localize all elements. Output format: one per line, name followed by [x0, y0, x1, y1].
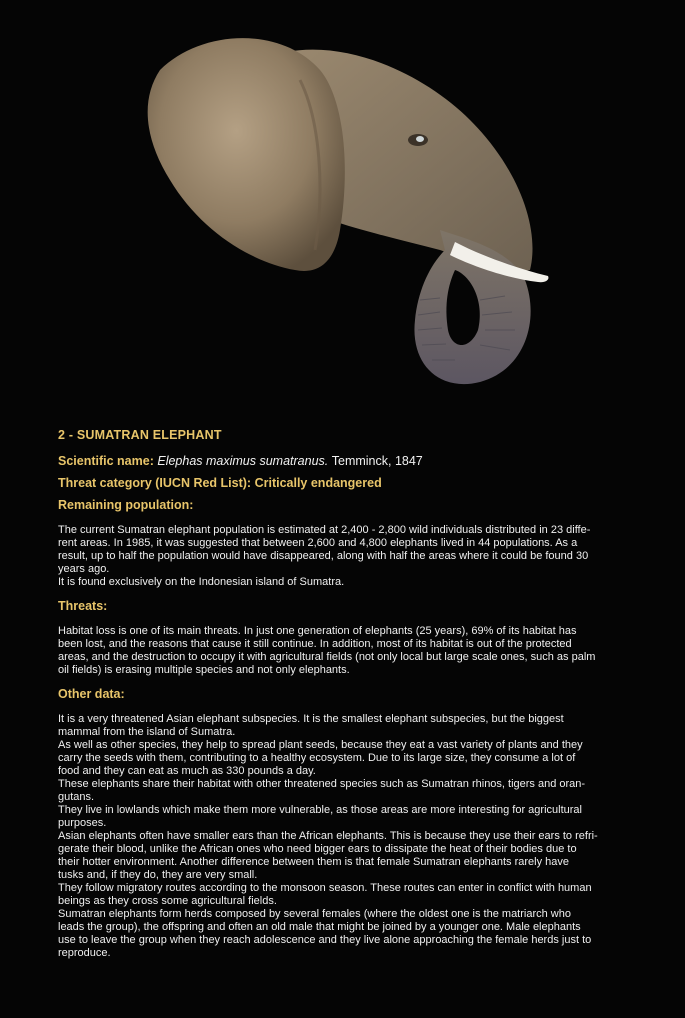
text-line: beings as they cross some agricultural fields.	[58, 895, 277, 907]
text-line: As well as other species, they help to spread plant seeds, because they eat a vast variety of plants and they	[58, 739, 583, 751]
text-line: Asian elephants often have smaller ears than the African elephants. This is because they use their ears to refri-	[58, 830, 598, 842]
text-line: areas, and the destruction to occupy it with agricultural fields (not only local but large scale ones, such as palm	[58, 651, 596, 663]
text-line: their hotter environment. Another difference between them is that female Sumatran elephants rarely have	[58, 856, 569, 868]
text-line: Habitat loss is one of its main threats. In just one generation of elephants (25 years), 69% of its habitat has	[58, 625, 577, 637]
text-line: mammal from the island of Sumatra.	[58, 726, 236, 738]
text-line: rent areas. In 1985, it was suggested that between 2,600 and 4,800 elephants lived in 44 populations. As a	[58, 537, 578, 549]
text-line: They follow migratory routes according to the monsoon season. These routes can enter in conflict with human	[58, 882, 592, 894]
scientific-name-label: Scientific name:	[58, 454, 154, 468]
text-line: years ago.	[58, 563, 110, 575]
text-line: carry the seeds with them, contributing to a healthy ecosystem. Due to its large size, they consume a lot of	[58, 752, 576, 764]
text-line: It is found exclusively on the Indonesian island of Sumatra.	[58, 576, 345, 588]
text-line: These elephants share their habitat with other threatened species such as Sumatran rhinos, tigers and oran-	[58, 778, 586, 790]
text-line: purposes.	[58, 817, 107, 829]
text-line: They live in lowlands which make them more vulnerable, as those areas are more interesting for agricultural	[58, 804, 582, 816]
text-line: tusks and, if they do, they are very small.	[58, 869, 258, 881]
text-line: been lost, and the reasons that cause it still continue. In addition, most of its habitat is out of the protected	[58, 638, 572, 650]
scientific-name-latin: Elephas maximus sumatranus.	[157, 454, 329, 468]
remaining-population-heading: Remaining population:	[58, 498, 194, 512]
text-line: food and they can eat as much as 330 pounds a day.	[58, 765, 316, 777]
other-data-heading: Other data:	[58, 687, 125, 701]
text-line: oil fields) is erasing multiple species and not only elephants.	[58, 664, 350, 676]
other-data-text	[58, 713, 638, 960]
threat-category-label: Threat category (IUCN Red List):	[58, 476, 252, 490]
threats-heading: Threats:	[58, 599, 108, 613]
text-line: leads the group), the offspring and often an old male that might be joined by a younger one. Male elephants	[58, 921, 581, 933]
page-title: 2 - SUMATRAN ELEPHANT	[58, 428, 222, 442]
text-line: use to leave the group when they reach adolescence and they live alone approaching the female herds just to	[58, 934, 592, 946]
remaining-population-text	[58, 524, 638, 589]
threat-category-value: Critically endangered	[254, 476, 382, 490]
info-panel	[58, 428, 638, 960]
scientific-name-line	[58, 454, 638, 468]
text-line: It is a very threatened Asian elephant subspecies. It is the smallest elephant subspecies, but the biggest	[58, 713, 564, 725]
elephant-head-illustration	[0, 0, 685, 420]
scientific-name-authority: Temminck, 1847	[331, 454, 423, 468]
text-line: result, up to half the population would have disappeared, along with half the areas where it could be found 30	[58, 550, 589, 562]
threats-text	[58, 625, 638, 677]
text-line: gerate their blood, unlike the African ones who need bigger ears to dissipate the heat of their bodies due to	[58, 843, 577, 855]
text-line: reproduce.	[58, 947, 111, 959]
text-line: The current Sumatran elephant population is estimated at 2,400 - 2,800 wild individuals distributed in 23 diffe-	[58, 524, 591, 536]
text-line: Sumatran elephants form herds composed by several females (where the oldest one is the matriarch who	[58, 908, 571, 920]
threat-category-line	[58, 476, 638, 490]
text-line: gutans.	[58, 791, 95, 803]
